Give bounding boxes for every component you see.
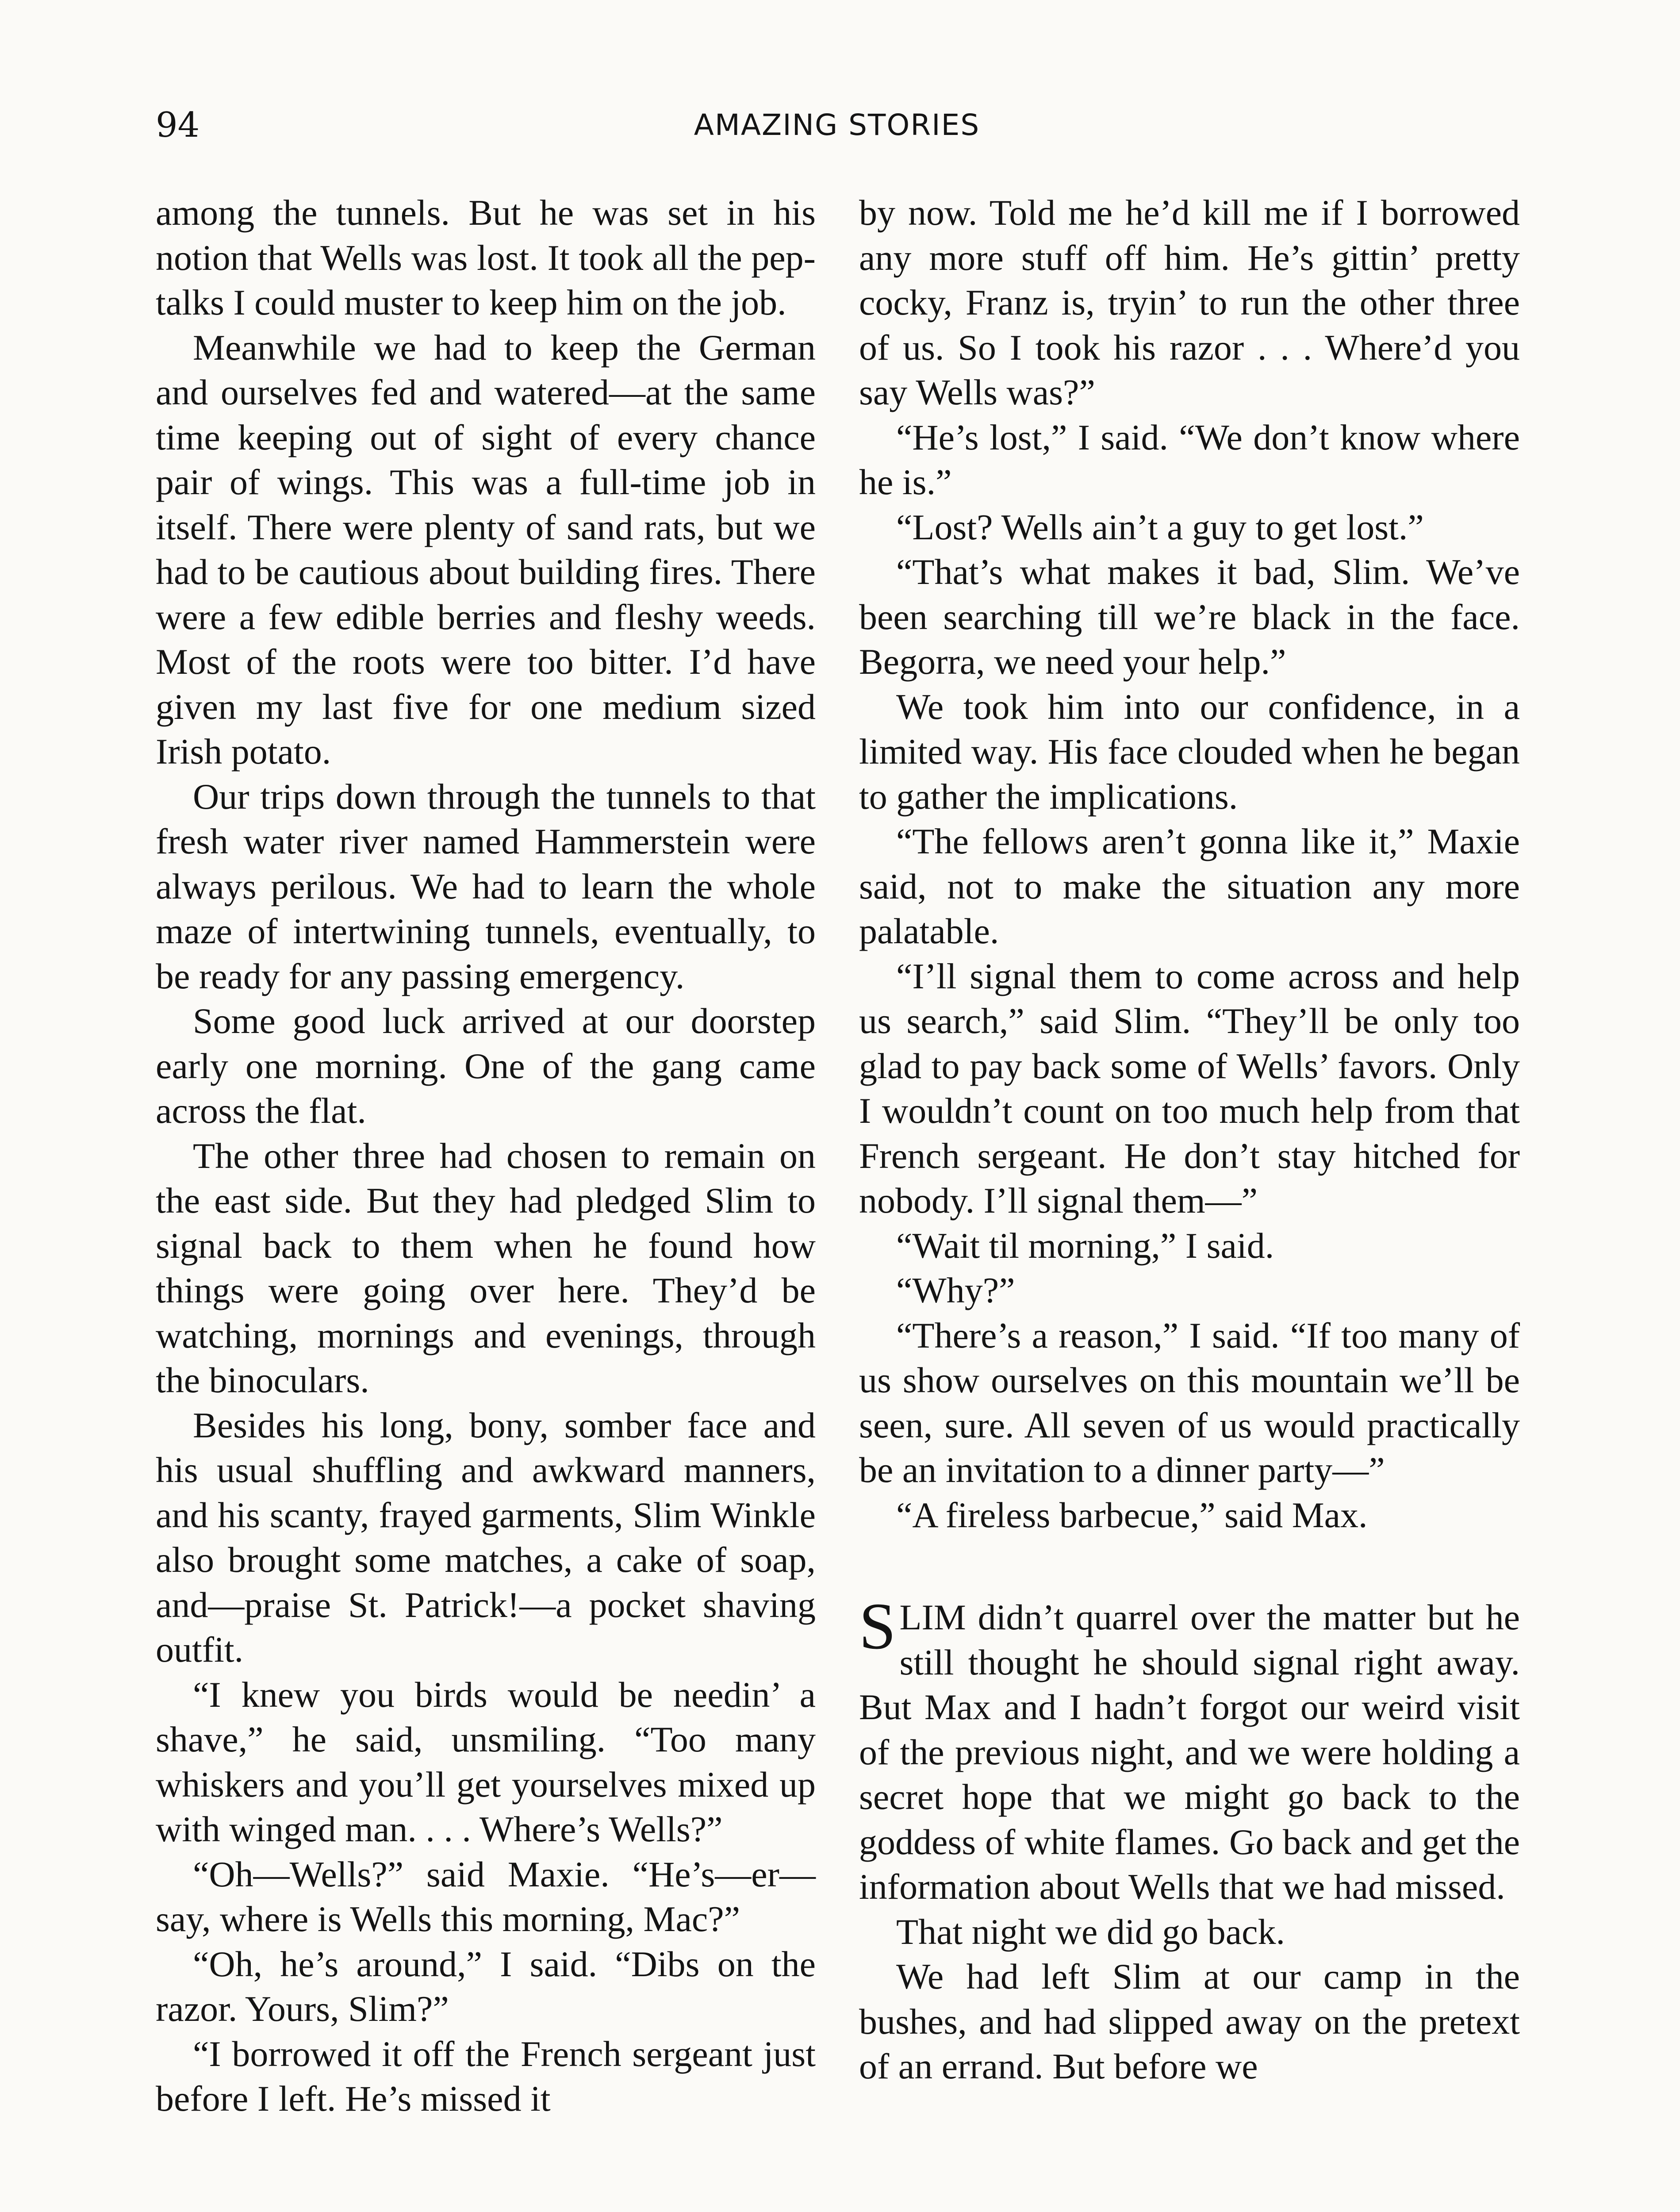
paragraph: “He’s lost,” I said. “We don’t know where he is.” <box>859 417 1520 502</box>
section-break <box>859 1537 1520 1595</box>
paragraph: among the tunnels. But he was set in his notion that Wells was lost. It took all the pep-talks I could muster to keep him on the job. <box>156 192 816 323</box>
paragraph: That night we did go back. <box>896 1911 1285 1952</box>
paragraph: “I knew you birds would be needin’ a shave,” he said, unsmiling. “Too many whiskers and you’ll get yourselves mixed up with winged man. . . . Where’s Wells?” <box>156 1674 816 1849</box>
paragraph: “Oh, he’s around,” I said. “Dibs on the razor. Yours, Slim?” <box>156 1943 816 2029</box>
paragraph: “Oh—Wells?” said Maxie. “He’s—er—say, where is Wells this morning, Mac?” <box>156 1854 816 1939</box>
paragraph: “The fellows aren’t gonna like it,” Maxie said, not to make the situation any more palatable. <box>859 821 1520 951</box>
running-head: AMAZING STORIES <box>694 108 980 142</box>
page-number: 94 <box>156 105 200 145</box>
paragraph: by now. Told me he’d kill me if I borrowed any more stuff off him. He’s gittin’ pretty cocky, Franz is, tryin’ to run the other three of us. So I took his razor . . . Where’d you say Wells was?” <box>859 192 1520 412</box>
paragraph: “That’s what makes it bad, Slim. We’ve been searching till we’re black in the face. Begorra, we need your help.” <box>859 552 1520 682</box>
paragraph: Our trips down through the tunnels to that fresh water river named Hammerstein were always perilous. We had to learn the whole maze of intertwining tunnels, eventually, to be ready for any passing emergency. <box>156 776 816 996</box>
paragraph: “Why?” <box>896 1270 1015 1310</box>
paragraph: “I’ll signal them to come across and help us search,” said Slim. “They’ll be only too glad to pay back some of Wells’ favors. Only I wouldn’t count on too much help from that French sergeant. He don’t stay hitched for nobody. I’ll signal them—” <box>859 956 1520 1221</box>
left-column <box>156 190 816 2121</box>
paragraph: Meanwhile we had to keep the German and ourselves fed and watered—at the same time keeping out of sight of every chance pair of wings. This was a full-time job in itself. There were plenty of sand rats, but we had to be cautious about building fires. There were a few edible berries and fleshy weeds. Most of the roots were too bitter. I’d have given my last five for one medium sized Irish potato. <box>156 327 816 772</box>
paragraph: “I borrowed it off the French sergeant just before I left. He’s missed it <box>156 2033 816 2119</box>
section-opening-text: LIM didn’t quarrel over the matter but he still thought he should signal right away. But Max and I hadn’t forgot our weird visit of the previous night, and we were holding a secret hope that we might go back to the goddess of white flames. Go back and get the information about Wells that we had missed. <box>859 1597 1520 1907</box>
paragraph: Some good luck arrived at our doorstep early one morning. One of the gang came across the flat. <box>156 1001 816 1131</box>
paragraph: “A fireless barbecue,” said Max. <box>896 1494 1368 1535</box>
page-header <box>156 101 1518 150</box>
paragraph: “Wait til morning,” I said. <box>896 1225 1274 1266</box>
paragraph: The other three had chosen to remain on the east side. But they had pledged Slim to signal back to them when he found how things were going over here. They’d be watching, mornings and evenings, through the binoculars. <box>156 1135 816 1400</box>
drop-cap: S <box>859 1590 896 1663</box>
section-opening-paragraph <box>859 1590 1520 1909</box>
paragraph: We took him into our confidence, in a limited way. His face clouded when he began to gather the implications. <box>859 686 1520 817</box>
paragraph: We had left Slim at our camp in the bushes, and had slipped away on the pretext of an errand. But before we <box>859 1956 1520 2086</box>
paragraph: “There’s a reason,” I said. “If too many of us show ourselves on this mountain we’ll be seen, sure. All seven of us would practically be an invitation to a dinner party—” <box>859 1315 1520 1490</box>
paragraph: “Lost? Wells ain’t a guy to get lost.” <box>896 507 1424 547</box>
paragraph: Besides his long, bony, somber face and his usual shuffling and awkward manners, and his scanty, frayed garments, Slim Winkle also brought some matches, a cake of soap, and—praise St. Patrick!—a pocket shaving outfit. <box>156 1405 816 1670</box>
right-column <box>859 190 1520 2089</box>
